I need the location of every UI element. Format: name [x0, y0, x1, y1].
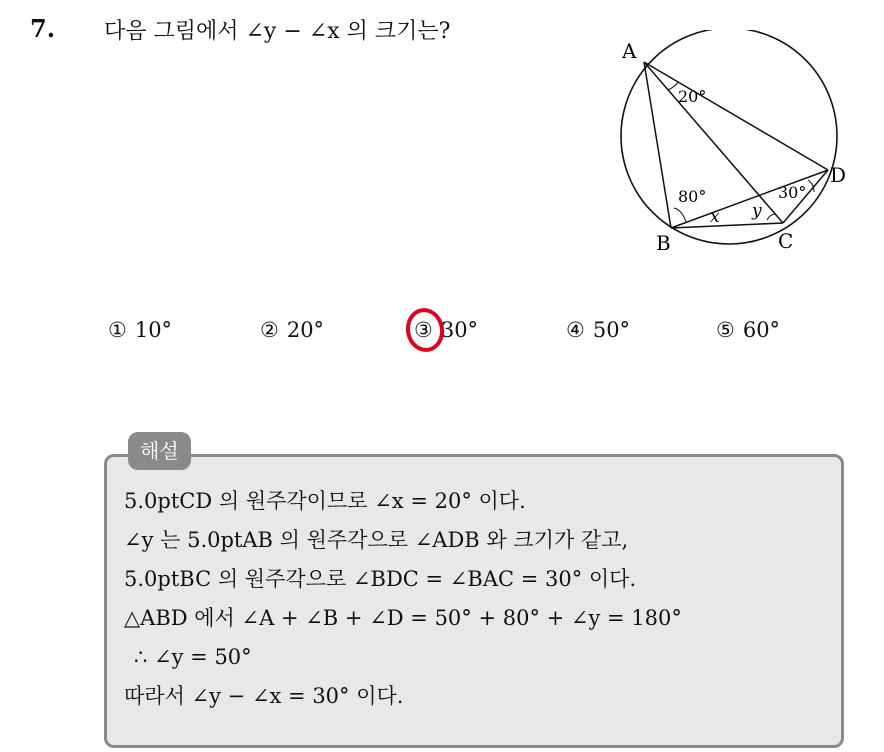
point-c-label: C	[778, 229, 794, 253]
choice-1-mark: ①	[108, 318, 127, 342]
choice-5-value: 60°	[742, 318, 781, 342]
segment-ad	[644, 62, 828, 170]
solution-line-4: △ABD 에서 ∠A + ∠B + ∠D = 50° + 80° + ∠y = 180°	[124, 606, 682, 630]
answer-choices	[108, 318, 828, 350]
segment-ac	[644, 62, 783, 223]
point-d-label: D	[830, 163, 847, 187]
segment-ab	[644, 62, 671, 228]
geometry-figure	[616, 30, 856, 260]
choice-2-mark: ②	[260, 318, 279, 342]
angle-label-y: y	[752, 201, 762, 221]
solution-line-2: ∠y 는 5.0ptAB 의 원주각으로 ∠ADB 와 크기가 같고,	[124, 528, 629, 552]
angle-label-30: 30°	[778, 183, 807, 202]
angle-label-80: 80°	[678, 187, 707, 206]
solution-line-5: ∴ ∠y = 50°	[134, 645, 252, 669]
solution-line-6: 따라서 ∠y − ∠x = 30° 이다.	[124, 684, 404, 708]
question-text: 다음 그림에서 ∠y − ∠x 의 크기는?	[104, 19, 451, 44]
point-b-label: B	[656, 231, 671, 255]
choice-3[interactable]	[414, 318, 478, 342]
choice-5-mark: ⑤	[716, 318, 735, 342]
solution-line-1: 5.0ptCD 의 원주각이므로 ∠x = 20° 이다.	[124, 489, 526, 513]
choice-1-value: 10°	[134, 318, 173, 342]
choice-3-value: 30°	[440, 318, 479, 342]
solution-tab: 해설	[128, 432, 191, 470]
point-a-label: A	[622, 39, 637, 63]
choice-4[interactable]	[566, 318, 630, 342]
solution-line-3: 5.0ptBC 의 원주각으로 ∠BDC = ∠BAC = 30° 이다.	[124, 567, 637, 591]
solution-text	[124, 482, 682, 716]
angle-label-20: 20°	[678, 87, 707, 106]
segment-bc	[671, 223, 783, 228]
choice-2[interactable]	[260, 318, 324, 342]
choice-5[interactable]	[716, 318, 780, 342]
angle-arc-a	[668, 82, 678, 90]
question-number: 7.	[30, 14, 56, 43]
choice-1[interactable]	[108, 318, 172, 342]
choice-4-mark: ④	[566, 318, 585, 342]
circle	[621, 30, 837, 244]
choice-4-value: 50°	[592, 318, 631, 342]
angle-arc-b	[674, 208, 686, 222]
choice-3-mark: ③	[414, 318, 433, 342]
choice-2-value: 20°	[286, 318, 325, 342]
angle-arc-c	[767, 214, 776, 220]
angle-label-x: x	[710, 207, 720, 227]
selected-answer-circle	[402, 305, 447, 355]
